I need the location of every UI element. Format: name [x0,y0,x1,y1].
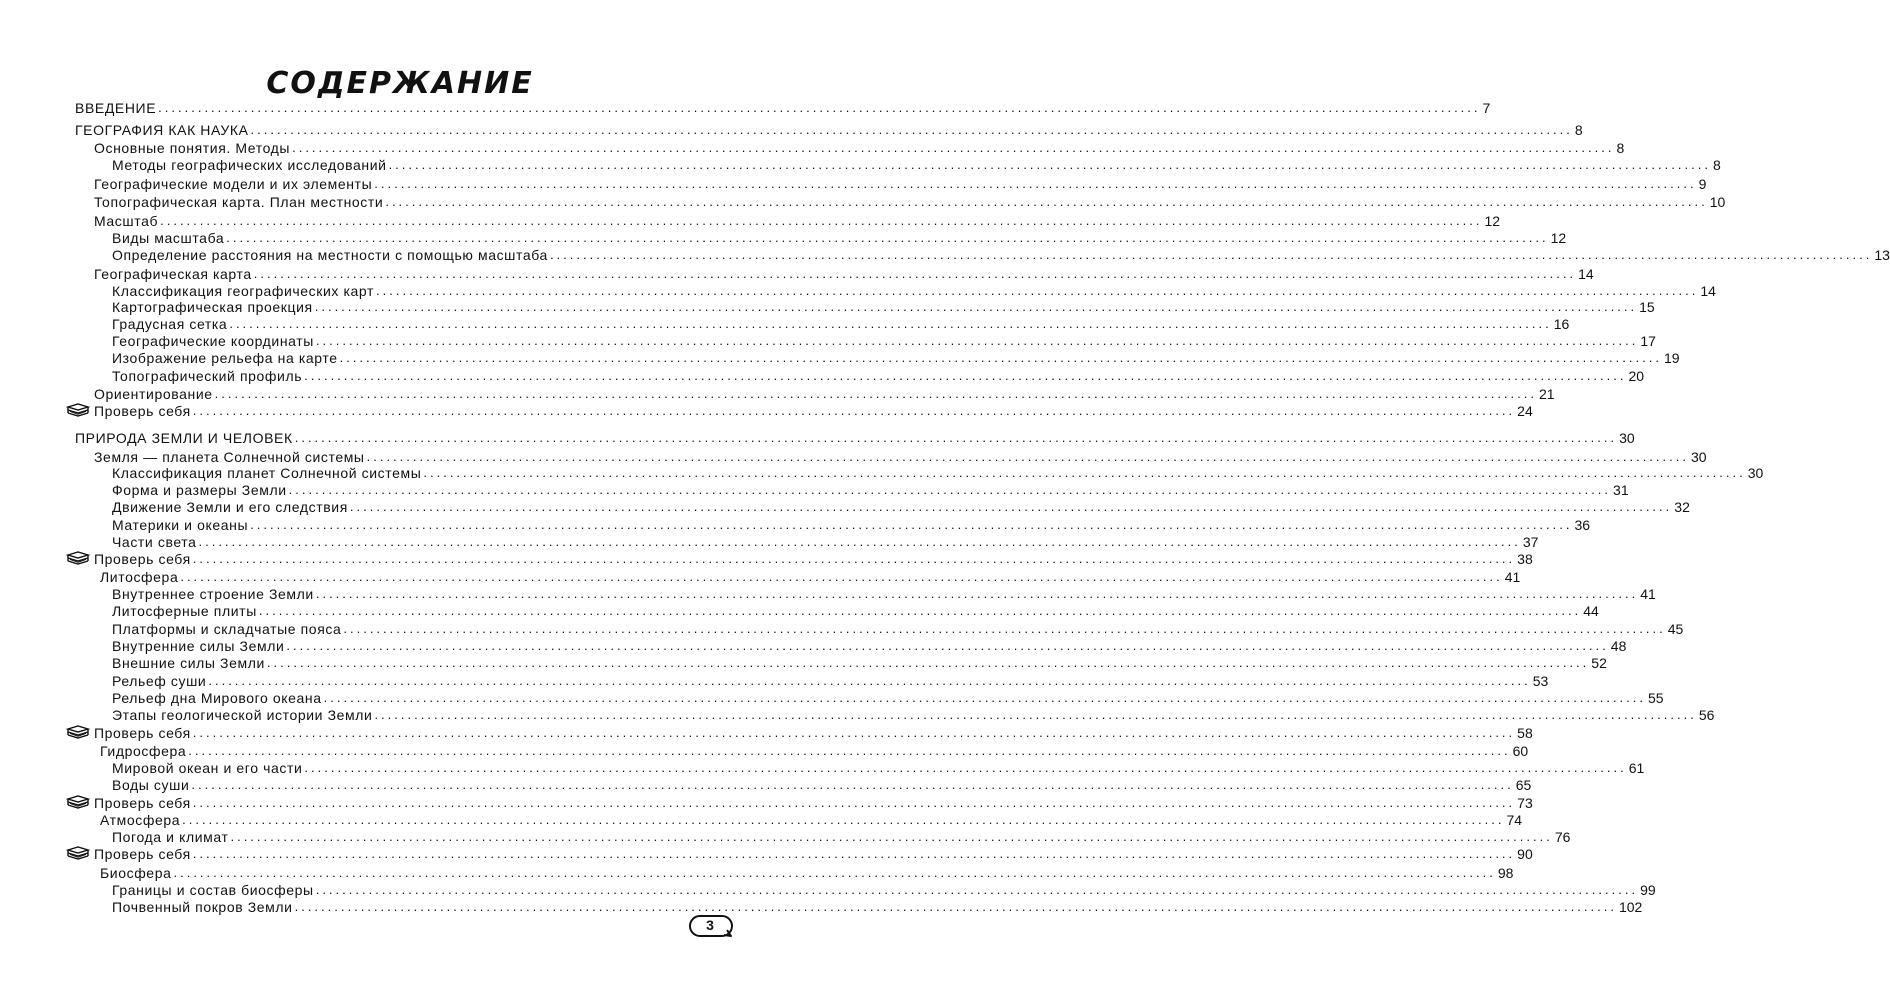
dot-leader: ........................................................................................................................................................................................................ [158,100,1481,115]
toc-entry[interactable] [94,193,1726,211]
toc-entry-page: 16 [1553,316,1570,332]
toc-entry[interactable] [112,367,1645,385]
toc-entry[interactable] [112,602,1599,620]
dot-leader: ........................................................................................................................................................................................................ [315,333,1639,348]
toc-entry-page: 24 [1517,403,1533,419]
dot-leader: ........................................................................................................................................................................................................ [294,899,1617,914]
toc-entry-label: Литосфера [100,569,179,585]
toc-entry-page: 76 [1554,829,1571,845]
toc-entry-label: Определение расстояния на местности с помощью масштаба [112,247,548,263]
toc-entry[interactable] [94,265,1594,283]
toc-entry-page: 30 [1619,430,1635,446]
dot-leader: ........................................................................................................................................................................................................ [192,551,1516,566]
toc-entry-label: Гидросфера [100,743,187,759]
toc-entry-label: Классификация географических карт [112,283,375,299]
toc-entry[interactable] [94,845,1533,863]
dot-leader: ........................................................................................................................................................................................................ [188,743,1511,758]
toc-entry-page: 21 [1539,386,1555,402]
toc-entry-page: 45 [1667,621,1684,637]
toc-entry[interactable] [94,175,1707,193]
toc-entry-label: Движение Земли и его следствия [112,499,348,515]
dot-leader: ........................................................................................................................................................................................................ [214,386,1537,401]
toc-entry-page: 53 [1532,673,1549,689]
toc-entry-page: 8 [1712,157,1721,173]
book-stack-icon [67,725,89,741]
toc-entry-page: 99 [1640,882,1656,898]
toc-entry[interactable] [112,776,1532,794]
toc-entry-page: 65 [1515,777,1532,793]
toc-entry-page: 15 [1639,299,1655,315]
toc-entry-label: Погода и климат [112,829,229,845]
dot-leader: ........................................................................................................................................................................................................ [258,603,1582,618]
dot-leader: ........................................................................................................................................................................................................ [250,517,1573,532]
toc-entry-label: Биосфера [100,865,172,881]
toc-entry-page: 30 [1690,449,1707,465]
dot-leader: ........................................................................................................................................................................................................ [288,482,1612,497]
toc-entry[interactable] [112,464,1764,482]
dot-leader: ........................................................................................................................................................................................................ [160,213,1483,228]
toc-entry-label: Литосферные плиты [112,603,257,619]
dot-leader: ........................................................................................................................................................................................................ [315,586,1639,601]
toc-entry-page: 7 [1482,100,1491,116]
toc-entry-label: Основные понятия. Методы [94,140,291,156]
dot-leader: ........................................................................................................................................................................................................ [339,350,1662,365]
toc-entry-page: 12 [1484,213,1501,229]
dot-leader: ........................................................................................................................................................................................................ [374,707,1697,722]
dot-leader: ........................................................................................................................................................................................................ [294,430,1618,445]
toc-entry-page: 37 [1522,534,1539,550]
toc-entry-page: 12 [1550,230,1567,246]
book-stack-icon [67,403,89,419]
toc-entry-label: Географические модели и их элементы [94,176,373,192]
toc-entry-page: 14 [1578,266,1594,282]
toc-entry-label: Проверь себя [94,846,191,862]
toc-entry-page: 10 [1709,194,1726,210]
toc-entry-page: 20 [1628,368,1645,384]
dot-leader: ........................................................................................................................................................................................................ [304,368,1627,383]
toc-entry-label: Изображение рельефа на карте [112,350,338,366]
toc-entry-page: 90 [1517,846,1533,862]
toc-entry-page: 8 [1574,122,1583,138]
dot-leader: ........................................................................................................................................................................................................ [182,812,1505,827]
toc-entry[interactable] [94,212,1501,230]
dot-leader: ........................................................................................................................................................................................................ [374,176,1697,191]
dot-leader: ........................................................................................................................................................................................................ [208,673,1531,688]
dot-leader: ........................................................................................................................................................................................................ [315,882,1639,897]
toc-entry[interactable] [112,298,1655,316]
dot-leader: ........................................................................................................................................................................................................ [388,157,1711,172]
toc-entry[interactable] [100,864,1514,882]
dot-leader: ........................................................................................................................................................................................................ [304,760,1627,775]
dot-leader: ........................................................................................................................................................................................................ [343,621,1666,636]
toc-entry[interactable] [112,881,1656,899]
toc-entry[interactable] [94,385,1555,403]
dot-leader: ........................................................................................................................................................................................................ [192,795,1516,810]
dot-leader: ........................................................................................................................................................................................................ [253,266,1577,281]
dot-leader: ........................................................................................................................................................................................................ [266,655,1590,670]
toc-entry-label: Топографическая карта. План местности [94,194,384,210]
toc-entry-label: Части света [112,534,197,550]
toc-entry-label: Проверь себя [94,403,191,419]
toc-entry-page: 9 [1698,176,1707,192]
toc-entry-label: Атмосфера [100,812,181,828]
toc-entry[interactable] [75,429,1635,447]
toc-entry-page: 36 [1574,517,1591,533]
toc-entry[interactable] [112,349,1680,367]
toc-entry-page: 74 [1506,812,1523,828]
toc-entry-page: 48 [1610,638,1627,654]
toc-entry-label: Проверь себя [94,551,191,567]
toc-entry[interactable] [94,402,1533,420]
toc-entry[interactable] [112,516,1591,534]
toc-entry[interactable] [112,315,1570,333]
toc-entry-label: Градусная сетка [112,316,228,332]
toc-entry-label: Географическая карта [94,266,252,282]
toc-entry[interactable] [112,156,1721,174]
toc-entry-page: 44 [1583,603,1599,619]
book-stack-icon [67,795,89,811]
dot-leader: ........................................................................................................................................................................................................ [230,829,1553,844]
toc-entry[interactable] [112,654,1607,672]
dot-leader: ........................................................................................................................................................................................................ [229,316,1552,331]
dot-leader: ........................................................................................................................................................................................................ [423,465,1746,480]
dot-leader: ........................................................................................................................................................................................................ [191,777,1514,792]
toc-entry-label: Почвенный покров Земли [112,899,293,915]
toc-entry[interactable] [112,759,1645,777]
toc-entry-page: 41 [1504,569,1521,585]
dot-leader: ........................................................................................................................................................................................................ [180,569,1503,584]
toc-entry-page: 52 [1591,655,1607,671]
toc-entry[interactable] [94,724,1533,742]
toc-entry[interactable] [112,229,1567,247]
toc-entry-label: Географические координаты [112,333,314,349]
toc-entry-label: Проверь себя [94,795,191,811]
dot-leader: ........................................................................................................................................................................................................ [173,865,1496,880]
dot-leader: ........................................................................................................................................................................................................ [192,725,1516,740]
toc-entry[interactable] [94,139,1625,157]
dot-leader: ........................................................................................................................................................................................................ [323,690,1647,705]
dot-leader: ........................................................................................................................................................................................................ [314,299,1638,314]
dot-leader: ........................................................................................................................................................................................................ [192,846,1516,861]
toc-entry[interactable] [112,246,1890,264]
toc-entry-label: Топографический профиль [112,368,303,384]
toc-entry[interactable] [112,498,1690,516]
page-number: 3 [706,917,714,933]
book-stack-icon [67,846,89,862]
toc-entry-page: 13 [1874,247,1890,263]
toc-entry-label: Воды суши [112,777,190,793]
toc-entry-page: 31 [1613,482,1629,498]
toc-entry[interactable] [75,99,1491,117]
toc-entry-page: 19 [1663,350,1680,366]
toc-entry[interactable] [75,121,1583,139]
toc-entry-page: 30 [1747,465,1764,481]
dot-leader: ........................................................................................................................................................................................................ [376,283,1699,298]
toc-entry-page: 61 [1628,760,1645,776]
toc-entry-page: 58 [1517,725,1533,741]
toc-entry[interactable] [112,706,1715,724]
toc-entry-label: Границы и состав биосферы [112,882,314,898]
dot-leader: ........................................................................................................................................................................................................ [226,230,1549,245]
toc-entry-label: Мировой океан и его части [112,760,303,776]
toc-entry[interactable] [100,742,1529,760]
toc-entry-label: ГЕОГРАФИЯ КАК НАУКА [75,122,249,138]
toc-entry[interactable] [94,794,1533,812]
book-stack-icon [67,551,89,567]
page-title: СОДЕРЖАНИЕ [266,66,534,101]
dot-leader: ........................................................................................................................................................................................................ [250,122,1573,137]
toc-entry-label: Проверь себя [94,725,191,741]
toc-entry-page: 98 [1497,865,1514,881]
toc-entry[interactable] [100,568,1521,586]
toc-entry[interactable] [112,898,1643,916]
toc-entry-label: Земля — планета Солнечной системы [94,449,365,465]
toc-entry-page: 73 [1517,795,1533,811]
toc-entry-label: Этапы геологической истории Земли [112,707,373,723]
toc-entry[interactable] [112,828,1571,846]
toc-entry-label: Внутреннее строение Земли [112,586,314,602]
toc-entry-label: ВВЕДЕНИЕ [75,100,157,116]
toc-entry[interactable] [112,689,1664,707]
toc-entry-page: 38 [1517,551,1533,567]
toc-entry-page: 14 [1700,283,1716,299]
dot-leader: ........................................................................................................................................................................................................ [192,403,1516,418]
dot-leader: ........................................................................................................................................................................................................ [385,194,1708,209]
toc-entry[interactable] [112,672,1549,690]
toc-entry[interactable] [112,637,1627,655]
toc-entry-label: ПРИРОДА ЗЕМЛИ И ЧЕЛОВЕК [75,430,293,446]
dot-leader: ........................................................................................................................................................................................................ [286,638,1609,653]
dot-leader: ........................................................................................................................................................................................................ [198,534,1521,549]
toc-entry[interactable] [112,620,1684,638]
toc-entry-page: 56 [1698,707,1715,723]
toc-entry-label: Внешние силы Земли [112,655,265,671]
toc-entry-label: Масштаб [94,213,159,229]
dot-leader: ........................................................................................................................................................................................................ [366,449,1689,464]
toc-entry[interactable] [112,585,1656,603]
toc-entry-page: 102 [1618,899,1643,915]
toc-entry-page: 41 [1640,586,1656,602]
dot-leader: ........................................................................................................................................................................................................ [292,140,1615,155]
toc-entry-label: Картографическая проекция [112,299,313,315]
toc-entry-page: 60 [1512,743,1529,759]
toc-entry-label: Рельеф суши [112,673,207,689]
toc-entry[interactable] [100,811,1523,829]
toc-entry-label: Классификация планет Солнечной системы [112,465,422,481]
toc-entry[interactable] [112,332,1656,350]
toc-entry-label: Внутренние силы Земли [112,638,285,654]
dot-leader: ........................................................................................................................................................................................................ [549,247,1873,262]
toc-entry-label: Материки и океаны [112,517,249,533]
toc-entry-page: 55 [1648,690,1664,706]
toc-entry-page: 32 [1674,499,1690,515]
toc-entry-page: 17 [1640,333,1656,349]
toc-entry-label: Платформы и складчатые пояса [112,621,342,637]
toc-entry-label: Рельеф дна Мирового океана [112,690,322,706]
toc-entry[interactable] [112,533,1539,551]
toc-entry-page: 8 [1616,140,1625,156]
dot-leader: ........................................................................................................................................................................................................ [349,499,1673,514]
toc-entry-label: Виды масштаба [112,230,225,246]
toc-entry-label: Форма и размеры Земли [112,482,287,498]
toc-entry-label: Методы географических исследований [112,157,387,173]
toc-entry[interactable] [94,550,1533,568]
toc-entry-label: Ориентирование [94,386,213,402]
toc-entry[interactable] [112,481,1629,499]
